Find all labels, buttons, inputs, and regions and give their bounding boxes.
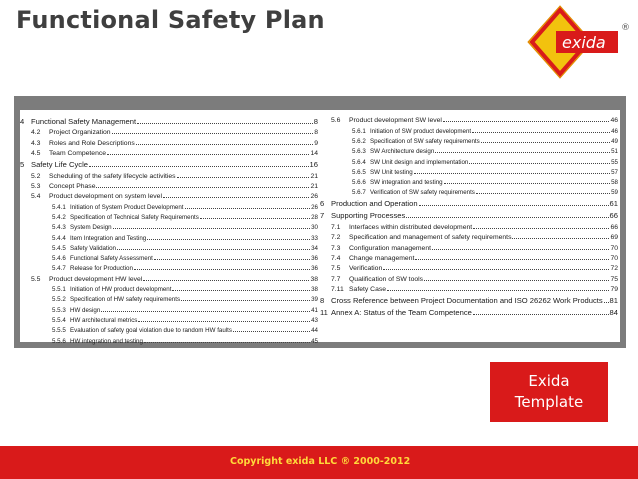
toc-entry[interactable] bbox=[320, 305, 618, 317]
toc-entry[interactable] bbox=[320, 124, 618, 134]
toc-entry[interactable] bbox=[320, 262, 618, 272]
toc-entry-number: 5.4.4 bbox=[52, 234, 66, 242]
toc-entry[interactable] bbox=[20, 334, 318, 344]
toc-entry[interactable] bbox=[20, 180, 318, 190]
toc-entry-number: 5.6.6 bbox=[352, 179, 366, 187]
toc-entry-page: 16 bbox=[309, 160, 318, 170]
toc-entry[interactable] bbox=[320, 196, 618, 208]
toc-entry-number: 5.4.3 bbox=[52, 224, 66, 232]
toc-right-column bbox=[320, 114, 618, 317]
toc-entry-page: 36 bbox=[311, 265, 318, 273]
toc-entry-page: 9 bbox=[314, 139, 318, 147]
toc-entry[interactable] bbox=[20, 272, 318, 282]
toc-entry-title: Team Competence bbox=[49, 150, 107, 158]
toc-entry-page: 59 bbox=[611, 189, 618, 197]
toc-leader-dots bbox=[414, 173, 610, 174]
toc-entry-title: Change management bbox=[349, 255, 415, 263]
toc-entry-title: System Design bbox=[70, 224, 112, 232]
toc-entry-number: 5.2 bbox=[31, 172, 41, 180]
toc-entry-page: 70 bbox=[610, 255, 618, 263]
toc-entry[interactable] bbox=[20, 262, 318, 272]
toc-entry[interactable] bbox=[20, 283, 318, 293]
exida-template-badge bbox=[490, 362, 608, 422]
toc-leader-dots bbox=[406, 217, 608, 218]
toc-entry[interactable] bbox=[20, 324, 318, 334]
toc-entry-page: 46 bbox=[611, 127, 618, 135]
toc-entry[interactable] bbox=[20, 157, 318, 169]
toc-entry-title: HW architectural metrics bbox=[70, 317, 138, 324]
toc-entry-page: 26 bbox=[311, 203, 318, 211]
toc-entry-title: Qualification of SW tools bbox=[349, 275, 424, 283]
toc-entry-page: 8 bbox=[314, 129, 318, 137]
toc-entry-title: Scheduling of the safety lifecycle activities bbox=[49, 172, 176, 180]
toc-entry[interactable] bbox=[320, 220, 618, 230]
toc-entry-page: 39 bbox=[311, 296, 318, 304]
toc-entry-number: 5.6.4 bbox=[352, 158, 366, 166]
toc-leader-dots bbox=[512, 238, 609, 239]
toc-entry-number: 5.6.1 bbox=[352, 127, 366, 135]
toc-leader-dots bbox=[444, 183, 611, 184]
toc-entry-title: Specification and management of safety requirements bbox=[349, 234, 512, 242]
toc-entry-number: 5.4.2 bbox=[52, 213, 66, 221]
toc-entry-number: 7.7 bbox=[331, 275, 341, 283]
toc-entry[interactable] bbox=[320, 155, 618, 165]
toc-entry-title: Safety Validation bbox=[70, 244, 116, 252]
toc-entry-page: 45 bbox=[311, 337, 318, 345]
toc-leader-dots bbox=[147, 239, 310, 240]
toc-entry-number: 4.2 bbox=[31, 129, 41, 137]
toc-leader-dots bbox=[163, 197, 309, 198]
toc-entry-number: 5.4.6 bbox=[52, 255, 66, 263]
toc-leader-dots bbox=[137, 123, 313, 124]
toc-entry[interactable] bbox=[20, 314, 318, 324]
toc-leader-dots bbox=[432, 249, 609, 250]
toc-entry-page: 8 bbox=[313, 117, 318, 126]
toc-entry-page: 58 bbox=[611, 179, 618, 187]
toc-leader-dots bbox=[143, 280, 309, 281]
toc-leader-dots bbox=[383, 269, 609, 270]
toc-entry-title: Item Integration and Testing bbox=[70, 234, 147, 242]
toc-leader-dots bbox=[481, 142, 610, 143]
toc-entry-page: 38 bbox=[310, 275, 318, 283]
toc-entry-number: 7.4 bbox=[331, 255, 341, 263]
toc-leader-dots bbox=[200, 218, 310, 219]
toc-entry-page: 41 bbox=[311, 306, 318, 314]
toc-leader-dots bbox=[107, 154, 309, 155]
toc-entry[interactable] bbox=[20, 231, 318, 241]
logo-text: exida bbox=[562, 33, 606, 52]
badge-line-2: Template bbox=[514, 393, 584, 411]
toc-entry[interactable] bbox=[320, 252, 618, 262]
toc-leader-dots bbox=[117, 249, 310, 250]
toc-entry[interactable] bbox=[20, 293, 318, 303]
toc-leader-dots bbox=[419, 205, 609, 206]
toc-entry-title: HW design bbox=[70, 306, 101, 314]
toc-leader-dots bbox=[136, 144, 313, 145]
toc-entry-page: 21 bbox=[310, 182, 318, 190]
toc-entry-page: 38 bbox=[311, 286, 318, 294]
toc-entry[interactable] bbox=[320, 145, 618, 155]
toc-entry-page: 70 bbox=[610, 244, 618, 252]
toc-entry-title: Configuration management bbox=[349, 244, 431, 252]
toc-leader-dots bbox=[443, 121, 610, 122]
toc-entry-title: SW Unit testing bbox=[370, 168, 413, 176]
toc-entry-page: 34 bbox=[311, 244, 318, 252]
toc-entry-number: 7.1 bbox=[331, 223, 341, 231]
toc-entry-number: 5.6.3 bbox=[352, 148, 366, 156]
toc-entry-title: Product development HW level bbox=[49, 275, 143, 283]
toc-entry-title: Initiation of SW product development bbox=[370, 127, 472, 135]
toc-entry-title: Specification of SW safety requirements bbox=[370, 137, 480, 145]
toc-entry[interactable] bbox=[320, 293, 618, 305]
toc-entry[interactable] bbox=[20, 303, 318, 313]
toc-entry-title: Production and Operation bbox=[331, 199, 418, 209]
exida-logo-icon bbox=[526, 4, 630, 80]
toc-entry-title: Roles and Role Descriptions bbox=[49, 139, 135, 147]
toc-entry-title: Release for Production bbox=[70, 265, 133, 273]
toc-entry-number: 5.4 bbox=[31, 193, 41, 201]
toc-entry-number: 7.2 bbox=[331, 234, 341, 242]
toc-entry[interactable] bbox=[20, 169, 318, 179]
toc-entry-page: 43 bbox=[311, 317, 318, 324]
copyright-text: Copyright exida LLC ® 2000-2012 bbox=[230, 456, 411, 467]
toc-entry[interactable] bbox=[20, 190, 318, 200]
toc-entry-title: HW integration and testing bbox=[70, 337, 143, 345]
toc-entry-title: Functional Safety Management bbox=[31, 117, 137, 126]
toc-entry-title: SW Architecture design bbox=[370, 148, 435, 156]
toc-entry[interactable] bbox=[20, 211, 318, 221]
toc-entry-page: 49 bbox=[611, 137, 618, 145]
toc-entry-number: 7.3 bbox=[331, 244, 341, 252]
toc-entry-page: 28 bbox=[311, 213, 318, 221]
toc-entry-number: 4.5 bbox=[31, 150, 41, 158]
toc-leader-dots bbox=[154, 259, 310, 260]
toc-leader-dots bbox=[96, 187, 309, 188]
toc-entry-title: Specification of HW safety requirements bbox=[70, 296, 181, 304]
toc-entry-title: Safety Case bbox=[349, 286, 387, 294]
toc-entry-title: Initiation of HW product development bbox=[70, 286, 172, 294]
toc-leader-dots bbox=[101, 311, 310, 312]
footer-bar bbox=[0, 446, 638, 479]
toc-entry-number: 5.6.2 bbox=[352, 137, 366, 145]
toc-leader-dots bbox=[424, 280, 609, 281]
toc-entry[interactable] bbox=[320, 186, 618, 196]
toc-entry[interactable] bbox=[320, 135, 618, 145]
toc-entry-page: 55 bbox=[611, 158, 618, 166]
toc-leader-dots bbox=[472, 132, 610, 133]
toc-entry-title: Functional Safety Assessment bbox=[70, 255, 153, 263]
toc-left-column bbox=[20, 114, 318, 345]
toc-entry-page: 84 bbox=[609, 308, 618, 318]
toc-entry-title: Evaluation of safety goal violation due to random HW faults bbox=[70, 327, 232, 335]
toc-entry[interactable] bbox=[20, 136, 318, 146]
toc-entry-title: Cross Reference between Project Documentation and ISO 26262 Work Products bbox=[331, 296, 603, 306]
toc-leader-dots bbox=[112, 133, 314, 134]
toc-entry-title: Safety Life Cycle bbox=[31, 160, 88, 170]
toc-entry-number: 5.6.5 bbox=[352, 168, 366, 176]
toc-entry[interactable] bbox=[320, 283, 618, 293]
toc-entry-page: 79 bbox=[610, 286, 618, 294]
toc-entry-number: 5.5 bbox=[31, 275, 41, 283]
toc-leader-dots bbox=[134, 269, 310, 270]
toc-leader-dots bbox=[138, 321, 310, 322]
toc-entry-number: 5.5.1 bbox=[52, 286, 66, 294]
toc-entry-page: 61 bbox=[609, 199, 618, 209]
toc-entry-page: 26 bbox=[310, 193, 318, 201]
toc-entry-page: 21 bbox=[310, 172, 318, 180]
toc-entry-number: 4.3 bbox=[31, 139, 41, 147]
toc-leader-dots bbox=[435, 152, 610, 153]
toc-entry-number: 7.11 bbox=[331, 286, 344, 294]
toc-entry-number: 5.4.5 bbox=[52, 244, 66, 252]
toc-entry-title: Supporting Processes bbox=[331, 211, 406, 221]
slide-title: Functional Safety Plan bbox=[16, 6, 325, 34]
toc-entry-number: 6 bbox=[320, 199, 325, 209]
toc-entry-title: SW integration and testing bbox=[370, 179, 443, 187]
toc-entry-page: 69 bbox=[610, 234, 618, 242]
toc-entry-page: 14 bbox=[310, 150, 318, 158]
toc-leader-dots bbox=[89, 166, 309, 167]
toc-entry-page: 75 bbox=[610, 275, 618, 283]
toc-entry-number: 5.5.6 bbox=[52, 337, 66, 345]
toc-entry-number: 7.5 bbox=[331, 265, 341, 273]
toc-entry-title: Verification of SW safety requirements bbox=[370, 189, 475, 197]
toc-entry[interactable] bbox=[320, 241, 618, 251]
toc-entry[interactable] bbox=[20, 114, 318, 126]
toc-entry-page: 36 bbox=[311, 255, 318, 263]
toc-leader-dots bbox=[113, 228, 311, 229]
toc-entry-page: 81 bbox=[609, 296, 618, 306]
toc-entry-title: Specification of Technical Safety Requirements bbox=[70, 213, 199, 221]
toc-entry-title: Initiation of System Product Development bbox=[70, 203, 184, 211]
toc-leader-dots bbox=[172, 290, 310, 291]
toc-entry-number: 5.5.3 bbox=[52, 306, 66, 314]
toc-entry[interactable] bbox=[320, 231, 618, 241]
toc-entry-number: 5.3 bbox=[31, 182, 41, 190]
toc-entry-page: 51 bbox=[611, 148, 618, 156]
toc-entry-number: 5.5.4 bbox=[52, 317, 66, 324]
toc-entry-number: 11 bbox=[320, 308, 328, 318]
toc-entry-page: 44 bbox=[311, 327, 318, 335]
logo-registered-mark: ® bbox=[621, 23, 630, 33]
toc-entry-title: SW Unit design and implementation bbox=[370, 158, 469, 166]
toc-entry-title: Concept Phase bbox=[49, 182, 96, 190]
toc-entry[interactable] bbox=[320, 208, 618, 220]
toc-leader-dots bbox=[177, 177, 310, 178]
toc-entry[interactable] bbox=[20, 147, 318, 157]
toc-entry-title: Product development on system level bbox=[49, 193, 162, 201]
toc-entry-number: 8 bbox=[320, 296, 325, 306]
toc-leader-dots bbox=[144, 342, 310, 343]
toc-entry-number: 5.4.7 bbox=[52, 265, 66, 273]
toc-entry-page: 66 bbox=[610, 223, 618, 231]
toc-leader-dots bbox=[387, 290, 609, 291]
toc-entry-number: 4 bbox=[20, 117, 25, 126]
toc-entry-page: 72 bbox=[610, 265, 618, 273]
toc-entry-title: Product development SW level bbox=[349, 117, 442, 125]
toc-leader-dots bbox=[473, 228, 609, 229]
toc-entry[interactable] bbox=[20, 200, 318, 210]
toc-leader-dots bbox=[476, 193, 610, 194]
toc-entry-title: Verification bbox=[349, 265, 383, 273]
toc-leader-dots bbox=[181, 300, 310, 301]
toc-entry-number: 5.5.2 bbox=[52, 296, 66, 304]
toc-entry-number: 5 bbox=[20, 160, 25, 170]
toc-entry-title: Interfaces within distributed development bbox=[349, 223, 473, 231]
toc-entry[interactable] bbox=[20, 126, 318, 136]
toc-leader-dots bbox=[185, 208, 311, 209]
toc-leader-dots bbox=[604, 302, 609, 303]
toc-leader-dots bbox=[473, 314, 609, 315]
toc-entry-page: 30 bbox=[311, 224, 318, 232]
toc-entry[interactable] bbox=[320, 114, 618, 124]
toc-entry-page: 33 bbox=[311, 234, 318, 242]
toc-entry-page: 57 bbox=[611, 168, 618, 176]
toc-entry[interactable] bbox=[20, 252, 318, 262]
toc-entry-number: 5.5.5 bbox=[52, 327, 66, 335]
toc-entry-page: 66 bbox=[609, 211, 618, 221]
toc-leader-dots bbox=[233, 331, 310, 332]
toc-entry-number: 5.6.7 bbox=[352, 189, 366, 197]
toc-entry-number: 7 bbox=[320, 211, 325, 221]
table-of-contents bbox=[20, 110, 620, 345]
toc-entry[interactable] bbox=[20, 242, 318, 252]
toc-entry[interactable] bbox=[320, 272, 618, 282]
toc-entry-title: Project Organization bbox=[49, 129, 111, 137]
toc-entry-number: 5.6 bbox=[331, 117, 341, 125]
toc-entry-number: 5.4.1 bbox=[52, 203, 66, 211]
toc-leader-dots bbox=[469, 163, 610, 164]
toc-entry[interactable] bbox=[320, 166, 618, 176]
badge-line-1: Exida bbox=[528, 372, 570, 390]
exida-logo bbox=[526, 4, 630, 80]
toc-entry[interactable] bbox=[320, 176, 618, 186]
toc-entry[interactable] bbox=[20, 221, 318, 231]
toc-entry-title: Annex A: Status of the Team Competence bbox=[331, 308, 472, 318]
toc-leader-dots bbox=[415, 259, 609, 260]
toc-entry-page: 46 bbox=[610, 117, 618, 125]
